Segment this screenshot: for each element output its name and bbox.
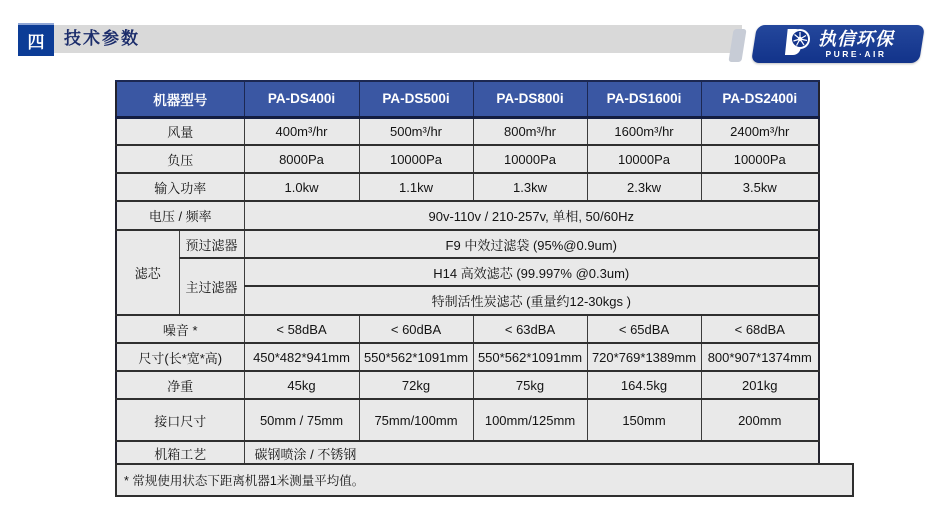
noise-row xyxy=(116,315,819,343)
table-header-row xyxy=(116,81,819,117)
spec-value-cell: 10000Pa xyxy=(473,145,587,173)
spec-value-cell: 1.3kw xyxy=(473,173,587,201)
spec-value-cell: H14 高效滤芯 (99.997% @0.3um) xyxy=(244,258,819,286)
table-footnote xyxy=(115,463,854,497)
dimensions-row xyxy=(116,343,819,371)
brand-name-en: PURE·AIR xyxy=(825,48,887,59)
spec-value-cell: 72kg xyxy=(359,371,473,399)
page-title: 技术参数 xyxy=(64,29,140,48)
spec-value-cell: < 63dBA xyxy=(473,315,587,343)
airflow-row xyxy=(116,117,819,145)
voltage-row xyxy=(116,201,819,230)
spec-value-cell: 150mm xyxy=(587,399,701,441)
spec-row-label: 电压 / 频率 xyxy=(116,201,244,230)
model-header-cell: PA-DS800i xyxy=(473,81,587,117)
spec-value-cell: 45kg xyxy=(244,371,359,399)
fan-p-logo-icon xyxy=(782,26,812,63)
main-filter-label: 主过滤器 xyxy=(179,258,244,315)
brand-logo xyxy=(751,25,925,63)
footnote-text: * 常规使用状态下距离机器1米测量平均值。 xyxy=(124,474,365,488)
model-header-cell: PA-DS2400i xyxy=(701,81,819,117)
spec-value-cell: 1.1kw xyxy=(359,173,473,201)
spec-row-label: 噪音 * xyxy=(116,315,244,343)
pre-filter-row xyxy=(116,230,819,258)
spec-value-cell: 100mm/125mm xyxy=(473,399,587,441)
spec-value-cell: F9 中效过滤袋 (95%@0.9um) xyxy=(244,230,819,258)
spec-row-label: 机箱工艺 xyxy=(116,441,244,466)
spec-value-cell: 75kg xyxy=(473,371,587,399)
spec-value-cell: 10000Pa xyxy=(587,145,701,173)
spec-row-label: 净重 xyxy=(116,371,244,399)
model-header-cell: PA-DS1600i xyxy=(587,81,701,117)
spec-value-cell: < 68dBA xyxy=(701,315,819,343)
brand-logo-content xyxy=(754,25,922,63)
spec-row-label: 输入功率 xyxy=(116,173,244,201)
spec-value-cell: 800*907*1374mm xyxy=(701,343,819,371)
spec-table xyxy=(115,80,820,467)
spec-value-cell: 500m³/hr xyxy=(359,117,473,145)
spec-value-cell: 2.3kw xyxy=(587,173,701,201)
spec-value-cell: 碳钢喷涂 / 不锈钢 xyxy=(244,441,819,466)
spec-row-label: 负压 xyxy=(116,145,244,173)
spec-value-cell: 10000Pa xyxy=(701,145,819,173)
spec-value-cell: < 60dBA xyxy=(359,315,473,343)
spec-value-cell: 90v-110v / 210-257v, 单相, 50/60Hz xyxy=(244,201,819,230)
spec-row-label: 尺寸(长*宽*高) xyxy=(116,343,244,371)
section-number: 四 xyxy=(27,33,45,52)
spec-value-cell: 201kg xyxy=(701,371,819,399)
spec-value-cell: 450*482*941mm xyxy=(244,343,359,371)
spec-value-cell: 75mm/100mm xyxy=(359,399,473,441)
spec-row-label: 风量 xyxy=(116,117,244,145)
brand-text-block xyxy=(818,30,894,59)
model-row-label: 机器型号 xyxy=(116,81,244,117)
spec-value-cell: < 65dBA xyxy=(587,315,701,343)
section-number-badge xyxy=(18,23,54,56)
spec-value-cell: 720*769*1389mm xyxy=(587,343,701,371)
net-weight-row xyxy=(116,371,819,399)
model-header-cell: PA-DS500i xyxy=(359,81,473,117)
spec-value-cell: 800m³/hr xyxy=(473,117,587,145)
spec-value-cell: 200mm xyxy=(701,399,819,441)
spec-value-cell: < 58dBA xyxy=(244,315,359,343)
spec-row-label: 接口尺寸 xyxy=(116,399,244,441)
spec-value-cell: 1.0kw xyxy=(244,173,359,201)
spec-value-cell: 164.5kg xyxy=(587,371,701,399)
spec-value-cell: 550*562*1091mm xyxy=(473,343,587,371)
spec-value-cell: 550*562*1091mm xyxy=(359,343,473,371)
pre-filter-label: 预过滤器 xyxy=(179,230,244,258)
spec-value-cell: 特制活性炭滤芯 (重量约12-30kgs ) xyxy=(244,286,819,315)
spec-value-cell: 50mm / 75mm xyxy=(244,399,359,441)
spec-value-cell: 3.5kw xyxy=(701,173,819,201)
spec-value-cell: 2400m³/hr xyxy=(701,117,819,145)
spec-value-cell: 8000Pa xyxy=(244,145,359,173)
port-size-row xyxy=(116,399,819,441)
spec-value-cell: 1600m³/hr xyxy=(587,117,701,145)
input-power-row xyxy=(116,173,819,201)
main-filter-row-1 xyxy=(116,258,819,286)
spec-value-cell: 10000Pa xyxy=(359,145,473,173)
brand-name-cn: 执信环保 xyxy=(818,28,894,49)
model-header-cell: PA-DS400i xyxy=(244,81,359,117)
filter-group-label: 滤芯 xyxy=(116,230,179,315)
negative-pressure-row xyxy=(116,145,819,173)
spec-value-cell: 400m³/hr xyxy=(244,117,359,145)
